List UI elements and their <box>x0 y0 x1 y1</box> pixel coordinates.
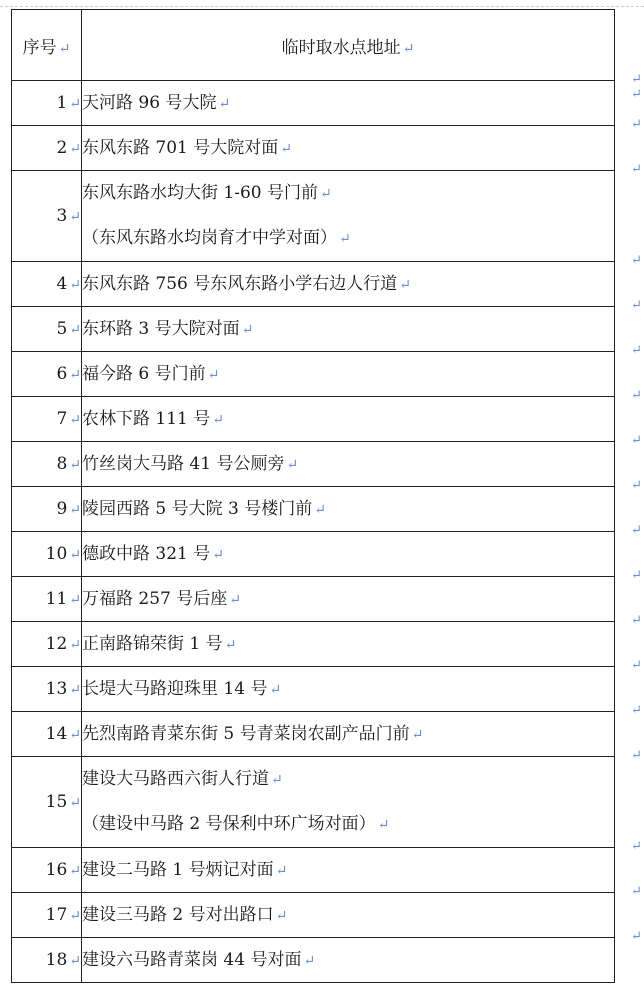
return-mark: ↵ <box>58 40 71 57</box>
side-return-mark: ↵ <box>631 161 642 177</box>
return-mark: ↵ <box>212 546 224 563</box>
row-address <box>82 848 615 893</box>
row-index: 10 ↵ <box>12 532 82 577</box>
return-mark: ↵ <box>69 592 81 608</box>
side-return-mark: ↵ <box>631 702 642 718</box>
return-mark: ↵ <box>69 953 81 969</box>
side-return-mark: ↵ <box>631 87 642 102</box>
address-line: 东风东路 701 号大院对面 ↵ <box>82 137 292 158</box>
header-index: 序号 ↵ <box>12 10 82 81</box>
row-index: 14 ↵ <box>12 712 82 757</box>
table-row <box>12 938 615 983</box>
row-address <box>82 352 615 397</box>
address-line: 东风东路水均大街 1-60 号门前 ↵ <box>82 183 332 203</box>
return-mark: ↵ <box>411 726 424 743</box>
address-line: 福今路 6 号门前 ↵ <box>82 363 220 384</box>
address-line: 竹丝岗大马路 41 号公厕旁 ↵ <box>82 453 299 474</box>
table-body <box>12 81 615 983</box>
table-row <box>12 622 615 667</box>
table-row <box>12 667 615 712</box>
row-address <box>82 126 615 171</box>
return-mark: ↵ <box>69 96 81 112</box>
return-mark: ↵ <box>69 322 81 338</box>
side-return-mark: ↵ <box>631 567 642 583</box>
return-mark: ↵ <box>320 186 332 202</box>
side-return-mark: ↵ <box>631 432 642 448</box>
row-address <box>82 622 615 667</box>
return-mark: ↵ <box>275 907 288 924</box>
row-index: 18 ↵ <box>12 938 82 983</box>
row-index: 3 ↵ <box>12 171 82 262</box>
side-return-mark: ↵ <box>631 838 642 854</box>
table-header-row <box>12 10 615 81</box>
side-return-mark: ↵ <box>631 657 642 673</box>
side-return-mark: ↵ <box>631 387 642 403</box>
return-mark: ↵ <box>275 862 288 879</box>
return-mark: ↵ <box>377 817 390 833</box>
address-line: 天河路 96 号大院 ↵ <box>82 92 231 113</box>
address-line: 东环路 3 号大院对面 ↵ <box>82 318 254 339</box>
side-return-mark: ↵ <box>631 747 642 763</box>
row-index: 6 ↵ <box>12 352 82 397</box>
row-address <box>82 307 615 352</box>
return-mark: ↵ <box>224 636 237 653</box>
return-mark: ↵ <box>241 321 254 338</box>
table-row <box>12 893 615 938</box>
row-address <box>82 442 615 487</box>
table-row <box>12 442 615 487</box>
table-row <box>12 352 615 397</box>
address-line: 陵园西路 5 号大院 3 号楼门前 ↵ <box>82 498 326 519</box>
table-row <box>12 126 615 171</box>
row-address <box>82 487 615 532</box>
return-mark: ↵ <box>314 501 326 518</box>
address-line: 万福路 257 号后座 ↵ <box>82 588 241 609</box>
address-line: 东风东路 756 号东风东路小学右边人行道 ↵ <box>82 273 411 294</box>
row-address <box>82 171 615 262</box>
return-mark: ↵ <box>69 682 81 698</box>
return-mark: ↵ <box>269 681 282 698</box>
side-return-mark: ↵ <box>631 883 642 899</box>
table-row <box>12 712 615 757</box>
side-return-mark: ↵ <box>631 342 642 358</box>
address-line: 建设大马路西六街人行道 ↵ <box>82 769 283 789</box>
return-mark: ↵ <box>402 40 415 57</box>
side-return-mark: ↵ <box>631 477 642 493</box>
table-row <box>12 262 615 307</box>
table-row <box>12 848 615 893</box>
return-mark: ↵ <box>271 772 283 788</box>
return-mark: ↵ <box>207 366 220 383</box>
row-index: 15 ↵ <box>12 757 82 848</box>
table-row <box>12 307 615 352</box>
row-address <box>82 532 615 577</box>
row-index: 2 ↵ <box>12 126 82 171</box>
side-return-mark: ↵ <box>631 522 642 538</box>
row-index: 5 ↵ <box>12 307 82 352</box>
table-row <box>12 171 615 262</box>
address-line: 建设三马路 2 号对出路口 ↵ <box>82 904 288 925</box>
address-line: 建设二马路 1 号炳记对面 ↵ <box>82 859 288 880</box>
table-row <box>12 397 615 442</box>
return-mark: ↵ <box>280 140 292 157</box>
return-mark: ↵ <box>69 412 81 428</box>
return-mark: ↵ <box>69 908 81 924</box>
row-address <box>82 757 615 848</box>
return-mark: ↵ <box>286 456 299 473</box>
row-index: 8 ↵ <box>12 442 82 487</box>
address-line: 德政中路 321 号 ↵ <box>82 543 224 564</box>
row-index: 17 ↵ <box>12 893 82 938</box>
row-address <box>82 712 615 757</box>
side-return-mark: ↵ <box>631 297 642 313</box>
row-index: 9 ↵ <box>12 487 82 532</box>
page-top-divider <box>0 0 644 7</box>
row-address <box>82 397 615 442</box>
address-line: 长堤大马路迎珠里 14 号 ↵ <box>82 678 282 699</box>
row-index: 16 ↵ <box>12 848 82 893</box>
return-mark: ↵ <box>303 952 316 969</box>
return-mark: ↵ <box>69 502 81 518</box>
return-mark: ↵ <box>69 795 81 811</box>
address-line: （建设中马路 2 号保利中环广场对面） ↵ <box>82 814 390 834</box>
side-return-mark: ↵ <box>631 116 642 132</box>
return-mark: ↵ <box>69 727 81 743</box>
address-line: 先烈南路青菜东街 5 号青菜岗农副产品门前 ↵ <box>82 723 424 744</box>
table-row <box>12 81 615 126</box>
side-return-marks <box>628 0 642 1000</box>
address-line: （东风东路水均岗育才中学对面） ↵ <box>82 228 351 248</box>
row-address <box>82 893 615 938</box>
row-index: 4 ↵ <box>12 262 82 307</box>
header-address: 临时取水点地址 ↵ <box>82 10 615 81</box>
side-return-mark: ↵ <box>631 71 642 87</box>
table-row <box>12 577 615 622</box>
row-address <box>82 262 615 307</box>
row-address <box>82 81 615 126</box>
row-address <box>82 667 615 712</box>
table-row <box>12 487 615 532</box>
return-mark: ↵ <box>69 141 81 157</box>
return-mark: ↵ <box>69 277 81 293</box>
return-mark: ↵ <box>229 591 241 608</box>
return-mark: ↵ <box>69 637 81 653</box>
side-return-mark: ↵ <box>631 252 642 268</box>
table-row <box>12 532 615 577</box>
return-mark: ↵ <box>69 863 81 879</box>
address-line: 正南路锦荣街 1 号 ↵ <box>82 633 237 654</box>
row-index: 11 ↵ <box>12 577 82 622</box>
water-point-table <box>11 9 615 983</box>
return-mark: ↵ <box>212 411 224 428</box>
row-index: 1 ↵ <box>12 81 82 126</box>
table-row <box>12 757 615 848</box>
row-index: 12 ↵ <box>12 622 82 667</box>
row-address <box>82 938 615 983</box>
return-mark: ↵ <box>399 276 411 293</box>
address-line: 农林下路 111 号 ↵ <box>82 408 224 429</box>
return-mark: ↵ <box>218 95 231 112</box>
side-return-mark: ↵ <box>631 928 642 944</box>
row-index: 13 ↵ <box>12 667 82 712</box>
address-line: 建设六马路青菜岗 44 号对面 ↵ <box>82 949 316 970</box>
return-mark: ↵ <box>69 457 81 473</box>
return-mark: ↵ <box>69 209 81 225</box>
return-mark: ↵ <box>69 367 81 383</box>
side-return-mark: ↵ <box>631 612 642 628</box>
row-index: 7 ↵ <box>12 397 82 442</box>
return-mark: ↵ <box>339 231 351 247</box>
return-mark: ↵ <box>69 547 81 563</box>
row-address <box>82 577 615 622</box>
